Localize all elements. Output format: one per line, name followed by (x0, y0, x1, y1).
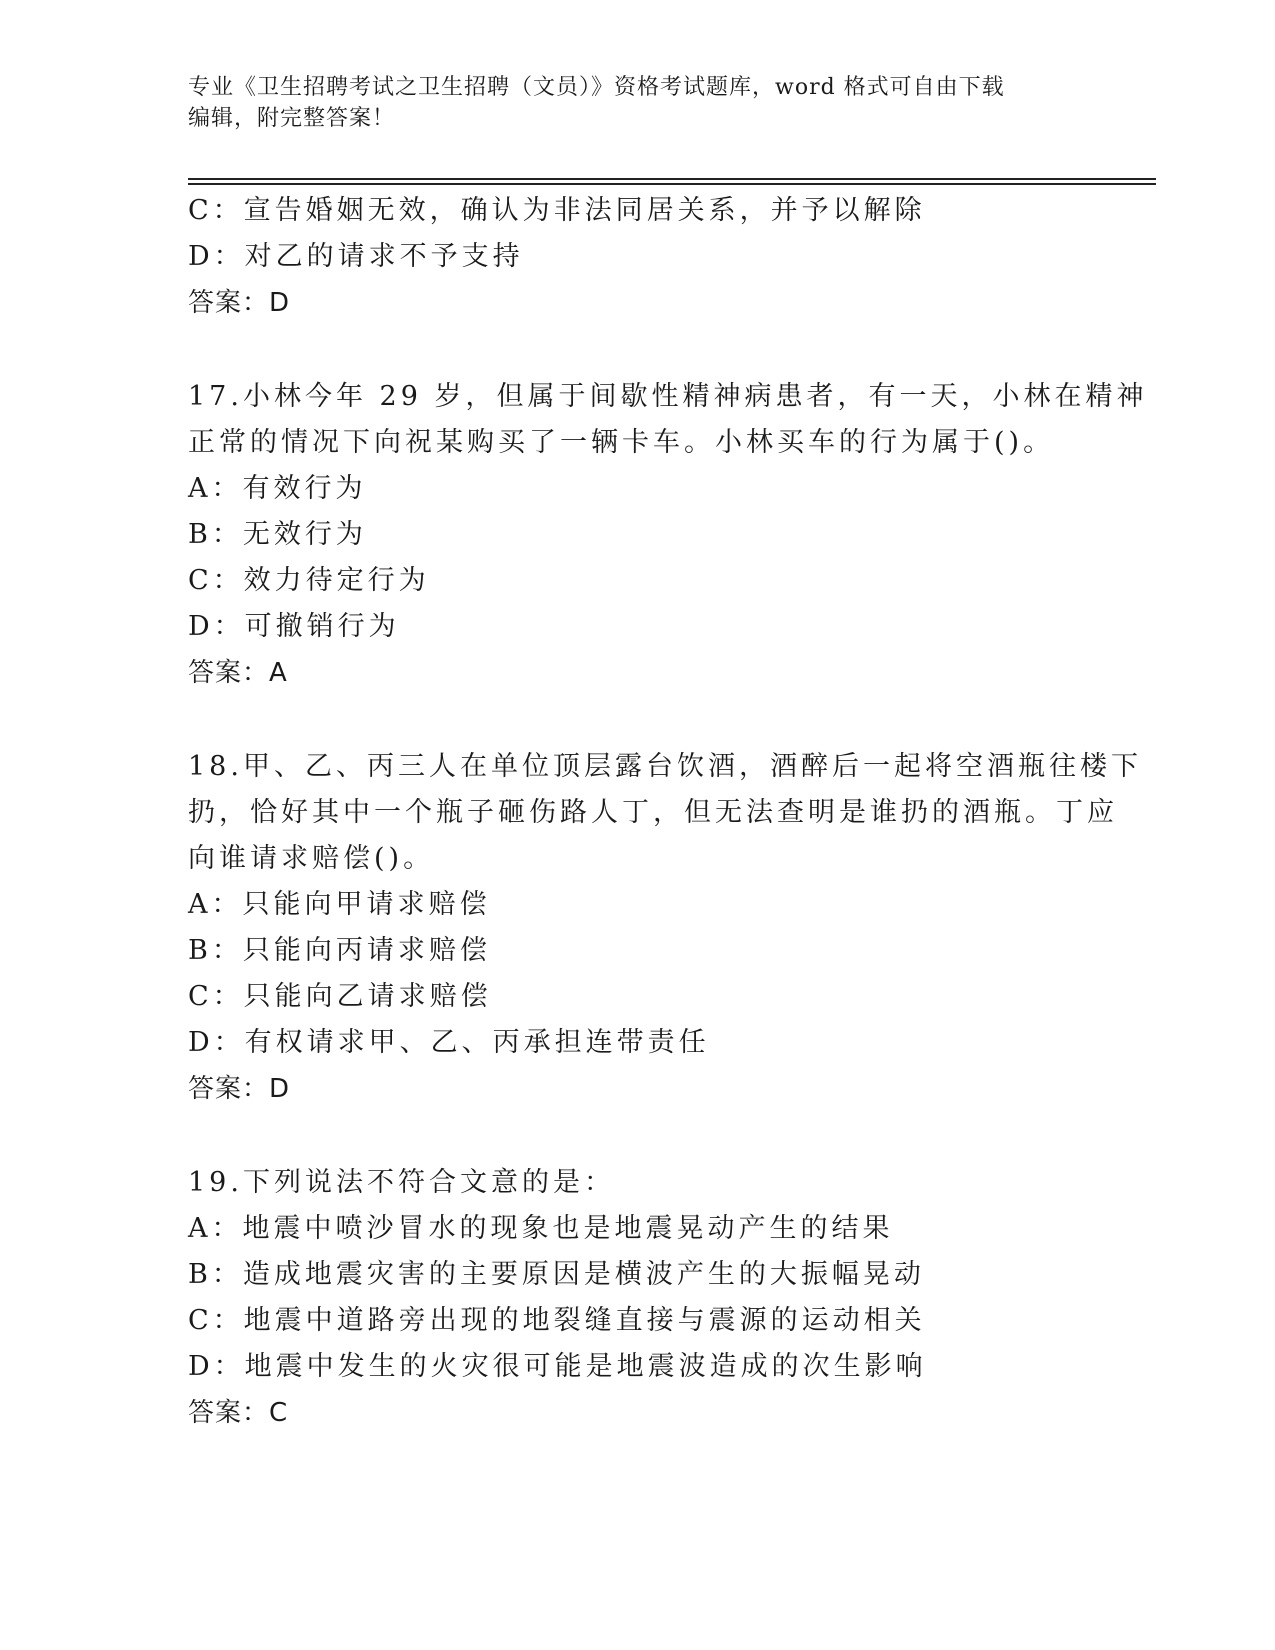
answer-line: 答案：D (188, 1074, 291, 1104)
header-divider-bottom (188, 183, 1156, 185)
question-stem-line: 正常的情况下向祝某购买了一辆卡车。小林买车的行为属于()。 (188, 427, 1055, 458)
question-17 (188, 374, 1148, 696)
spacer (188, 1112, 1088, 1160)
option-d: D：有权请求甲、乙、丙承担连带责任 (188, 1027, 710, 1058)
answer-line: 答案：A (188, 658, 288, 688)
header-title-line-2: 编辑，附完整答案！ (188, 106, 396, 131)
question-list (188, 188, 1148, 1436)
spacer (188, 696, 1088, 744)
document-header (188, 72, 1068, 134)
option-a: A：有效行为 (188, 473, 367, 504)
option-b: B：只能向丙请求赔偿 (188, 935, 491, 966)
question-stem-line: 18.甲、乙、丙三人在单位顶层露台饮酒，酒醉后一起将空酒瓶往楼下 (188, 751, 1142, 782)
option-c: C：只能向乙请求赔偿 (188, 981, 492, 1012)
question-stem-line: 19.下列说法不符合文意的是： (188, 1167, 615, 1198)
option-c: C：地震中道路旁出现的地裂缝直接与震源的运动相关 (188, 1305, 926, 1336)
question-stem-line: 向谁请求赔偿()。 (188, 843, 435, 874)
answer-line: 答案：C (188, 1398, 289, 1428)
question-18 (188, 744, 1142, 1112)
option-a: A：地震中喷沙冒水的现象也是地震晃动产生的结果 (188, 1213, 894, 1244)
question-stem-line: 扔，恰好其中一个瓶子砸伤路人丁，但无法查明是谁扔的酒瓶。丁应 (188, 797, 1118, 828)
previous-question-tail (188, 188, 1088, 326)
option-b: B：无效行为 (188, 519, 367, 550)
option-b: B：造成地震灾害的主要原因是横波产生的大振幅晃动 (188, 1259, 925, 1290)
header-divider-top (188, 178, 1156, 180)
question-19 (188, 1160, 1088, 1436)
option-d: D：地震中发生的火灾很可能是地震波造成的次生影响 (188, 1351, 927, 1382)
option-d: D：可撤销行为 (188, 611, 400, 642)
answer-line: 答案：D (188, 288, 291, 318)
option-a: A：只能向甲请求赔偿 (188, 889, 491, 920)
option-d: D：对乙的请求不予支持 (188, 241, 524, 272)
option-c: C：效力待定行为 (188, 565, 430, 596)
option-c: C：宣告婚姻无效，确认为非法同居关系，并予以解除 (188, 195, 926, 226)
question-stem-line: 17.小林今年 29 岁，但属于间歇性精神病患者，有一天，小林在精神 (188, 381, 1148, 412)
header-title-line-1: 专业《卫生招聘考试之卫生招聘（文员）》资格考试题库，word 格式可自由下载 (188, 75, 1005, 100)
spacer (188, 326, 1088, 374)
